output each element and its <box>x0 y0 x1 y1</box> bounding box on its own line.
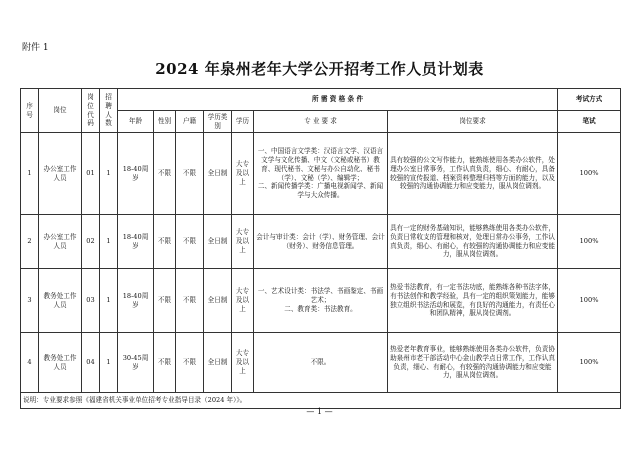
major-line: 二、新闻传播学类：广播电视新闻学、新闻学与大众传播。 <box>257 182 384 200</box>
recruitment-plan-table <box>20 88 621 409</box>
row-education: 大专及以上 <box>232 133 254 215</box>
row-major <box>254 333 388 393</box>
row-major <box>254 269 388 333</box>
major-line: 一、艺术设计类：书法学、书画鉴定、书画艺术； <box>257 287 384 305</box>
row-gender: 不限 <box>154 269 176 333</box>
row-post: 教务处工作人员 <box>39 333 82 393</box>
attachment-label: 附件 1 <box>22 43 49 53</box>
row-hukou: 不限 <box>176 215 204 269</box>
header-hire-count: 招聘人数 <box>100 89 118 133</box>
row-written: 100% <box>558 215 621 269</box>
row-major <box>254 215 388 269</box>
row-requirement: 具有较强的公文写作能力，能熟练使用各类办公软件，处理办公室日常事务，工作认真负责，细心、有耐心，具备较强的宣传报道、档案资料整理归档等方面的能力，以及较强的沟通协调能力和应变能力，服从岗位调剂。 <box>388 133 558 215</box>
row-post: 办公室工作人员 <box>39 133 82 215</box>
row-requirement: 热爱老年教育事业，能够熟练使用各类办公软件，负责协助泉州市老干部活动中心金山教学点日常工作，工作认真负责，细心、有耐心，有较强的沟通协调能力和应变能力，服从岗位调剂。 <box>388 333 558 393</box>
row-age: 18-40周岁 <box>118 215 154 269</box>
row-education: 大专及以上 <box>232 269 254 333</box>
header-major: 专 业 要 求 <box>254 111 388 133</box>
row-hukou: 不限 <box>176 133 204 215</box>
row-code: 02 <box>82 215 100 269</box>
row-edu-type: 全日制 <box>204 133 232 215</box>
row-gender: 不限 <box>154 133 176 215</box>
row-code: 01 <box>82 133 100 215</box>
row-edu-type: 全日制 <box>204 215 232 269</box>
row-seq: 1 <box>21 133 39 215</box>
row-age: 18-40周岁 <box>118 133 154 215</box>
row-education: 大专及以上 <box>232 215 254 269</box>
table-row <box>21 215 621 269</box>
row-age: 30-45周岁 <box>118 333 154 393</box>
row-seq: 2 <box>21 215 39 269</box>
row-hukou: 不限 <box>176 333 204 393</box>
header-post-code: 岗位代码 <box>82 89 100 133</box>
row-seq: 4 <box>21 333 39 393</box>
header-age: 年龄 <box>118 111 154 133</box>
row-written: 100% <box>558 269 621 333</box>
major-line: 会计与审计类：会计（学）、财务管理、会计（财务）、财务信息管理。 <box>256 232 385 250</box>
header-conditions: 所 需 资 格 条 件 <box>118 89 558 111</box>
row-major <box>254 133 388 215</box>
row-code: 03 <box>82 269 100 333</box>
table-row <box>21 133 621 215</box>
row-count: 1 <box>100 269 118 333</box>
row-seq: 3 <box>21 269 39 333</box>
page-number: — 1 — <box>306 407 333 416</box>
row-written: 100% <box>558 333 621 393</box>
row-count: 1 <box>100 333 118 393</box>
row-hukou: 不限 <box>176 269 204 333</box>
row-requirement: 热爱书法教育，有一定书法功底，能熟练各种书法字体，有书法创作和教学经验，具有一定的组织策划能力，能够独立组织书法活动和展览，有良好的沟通能力，有责任心和团队精神，服从岗位调剂。 <box>388 269 558 333</box>
header-exam-method: 考试方式 <box>558 89 621 111</box>
header-written: 笔试 <box>558 111 621 133</box>
page-title: 2024 年泉州老年大学公开招考工作人员计划表 <box>155 60 484 78</box>
row-count: 1 <box>100 133 118 215</box>
row-code: 04 <box>82 333 100 393</box>
table-row <box>21 333 621 393</box>
table-row <box>21 269 621 333</box>
row-edu-type: 全日制 <box>204 333 232 393</box>
row-gender: 不限 <box>154 333 176 393</box>
major-line: 二、教育类：书法教育。 <box>284 304 357 313</box>
row-gender: 不限 <box>154 215 176 269</box>
row-post: 办公室工作人员 <box>39 215 82 269</box>
header-seq: 序号 <box>21 89 39 133</box>
row-post: 教务处工作人员 <box>39 269 82 333</box>
header-education: 学历 <box>232 111 254 133</box>
major-line: 一、中国语言文学类：汉语言文学、汉语言文学与文化传播、中文（文秘或秘书）教育、现代秘书、文秘与办公自动化、秘书（学）、文秘（学）、编辑学； <box>257 146 384 182</box>
header-edu-type: 学历类别 <box>204 111 232 133</box>
major-line: 不限。 <box>310 358 331 367</box>
header-post-requirement: 岗位要求 <box>388 111 558 133</box>
row-education: 大专及以上 <box>232 333 254 393</box>
header-post: 岗位 <box>39 89 82 133</box>
table-note: 说明：专业要求参照《福建省机关事业单位招考专业指导目录（2024 年）》。 <box>21 393 621 409</box>
row-age: 18-40周岁 <box>118 269 154 333</box>
row-written: 100% <box>558 133 621 215</box>
row-edu-type: 全日制 <box>204 269 232 333</box>
row-requirement: 具有一定的财务基础知识，能够熟练使用各类办公软件，负责日常收支的管理和核对，处理日常办公事务，工作认真负责，细心、有耐心，有较强的沟通协调能力和应变能力，服从岗位调剂。 <box>388 215 558 269</box>
header-gender: 性别 <box>154 111 176 133</box>
row-count: 1 <box>100 215 118 269</box>
header-hukou: 户籍 <box>176 111 204 133</box>
